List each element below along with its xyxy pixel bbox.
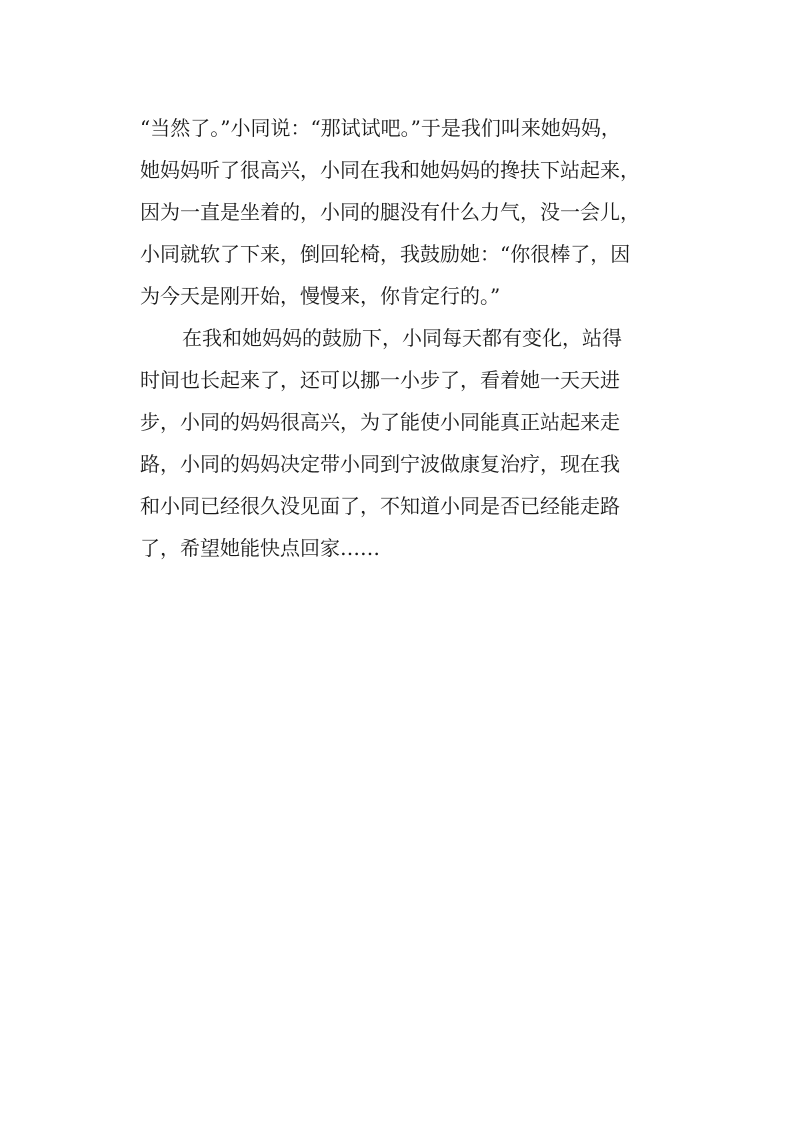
text-line: 时间也长起来了，还可以挪一小步了，看着她一天天进 — [140, 368, 620, 392]
paragraph-1 — [140, 107, 670, 317]
text-line: 小同就软了下来，倒回轮椅，我鼓励她：“你很棒了，因 — [140, 242, 631, 266]
paragraph-2 — [140, 317, 670, 569]
text-line: 为今天是刚开始，慢慢来，你肯定行的。” — [140, 284, 501, 308]
text-line: 步，小同的妈妈很高兴，为了能使小同能真正站起来走 — [140, 410, 620, 434]
text-line: 她妈妈听了很高兴，小同在我和她妈妈的搀扶下站起来， — [140, 158, 640, 182]
text-line: 路，小同的妈妈决定带小同到宁波做康复治疗，现在我 — [140, 452, 620, 476]
text-line: 和小同已经很久没见面了，不知道小同是否已经能走路 — [140, 494, 620, 518]
text-line: “当然了。”小同说：“那试试吧。”于是我们叫来她妈妈， — [140, 116, 621, 140]
body-text — [140, 107, 670, 569]
text-line: 了，希望她能快点回家…… — [140, 536, 380, 560]
text-line: 在我和她妈妈的鼓励下，小同每天都有变化，站得 — [182, 326, 622, 350]
text-line: 因为一直是坐着的，小同的腿没有什么力气，没一会儿， — [140, 200, 640, 224]
